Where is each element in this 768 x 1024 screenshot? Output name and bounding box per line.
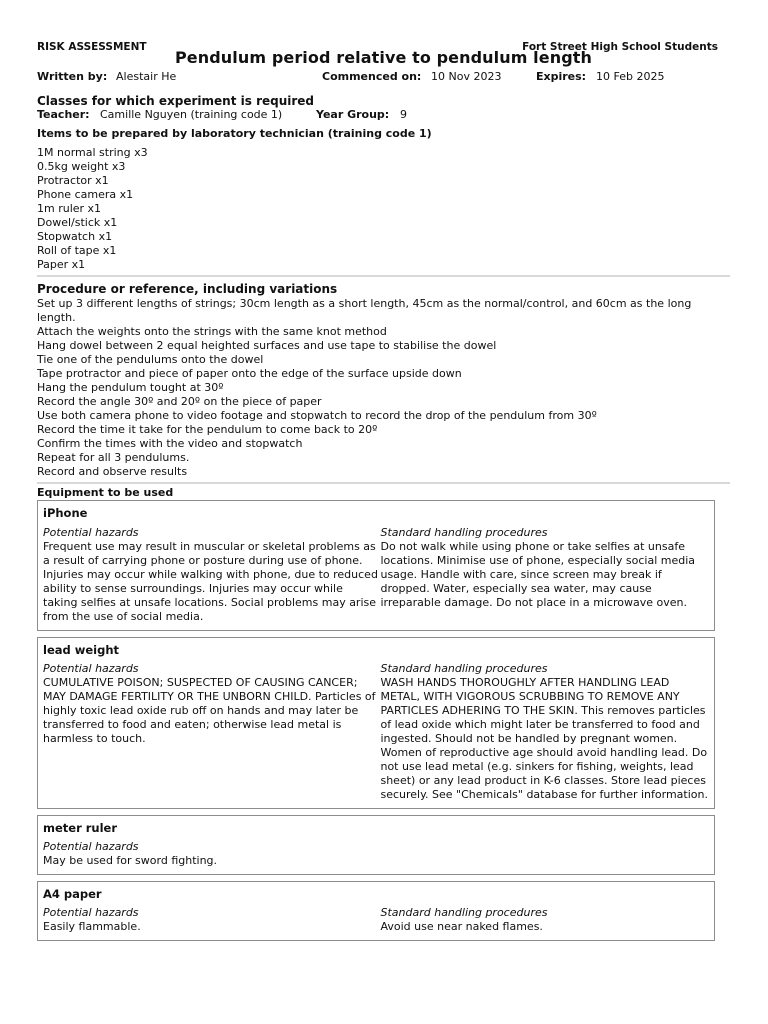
hazards-column	[43, 906, 380, 934]
meta-row	[37, 70, 730, 86]
written-by-label: Written by:	[37, 70, 108, 83]
equipment-name: A4 paper	[43, 887, 102, 901]
hazards-label: Potential hazards	[43, 840, 139, 853]
equipment-card-a4-paper	[37, 881, 715, 941]
expires-label: Expires:	[536, 70, 587, 83]
list-item: 0.5kg weight x3	[37, 160, 126, 173]
procedure-heading: Procedure or reference, including variations	[37, 282, 338, 296]
equipment-card-lead-weight	[37, 637, 715, 809]
procedure-step: Record and observe results	[37, 465, 188, 478]
procedure-step: Record the angle 30º and 20º on the piece of paper	[37, 395, 322, 408]
hazards-text: Easily flammable.	[43, 920, 141, 933]
handling-column	[380, 906, 709, 934]
page-title: Pendulum period relative to pendulum length	[174, 48, 593, 67]
equipment-heading: Equipment to be used	[37, 486, 174, 499]
hazards-text: CUMULATIVE POISON; SUSPECTED OF CAUSING CANCER; MAY DAMAGE FERTILITY OR THE UNBORN CHILD. Particles of highly toxic lead oxide rub off on hands and may later be transferred to food and eaten; otherwise lead metal is harmless to touch.	[43, 676, 376, 745]
commenced-label: Commenced on:	[322, 70, 422, 83]
document-type-label: RISK ASSESSMENT	[37, 41, 147, 53]
handling-column	[380, 526, 709, 624]
handling-text: WASH HANDS THOROUGHLY AFTER HANDLING LEAD METAL, WITH VIGOROUS SCRUBBING TO REMOVE ANY PARTICLES ADHERING TO THE SKIN. This removes particles of lead oxide which might later be transferred to food and ingested. Should not be handled by pregnant women. Women of reproductive age should avoid handling lead. Do not use lead metal (e.g. sinkers for fishing, weights, lead sheet) or any lead product in K-6 classes. Store lead pieces securely. See "Chemicals" database for further information.	[380, 676, 708, 801]
handling-text: Avoid use near naked flames.	[380, 920, 543, 933]
list-item: 1M normal string x3	[37, 146, 148, 159]
hazards-label: Potential hazards	[43, 906, 139, 919]
section-divider	[37, 482, 730, 484]
procedure-step: Record the time it take for the pendulum to come back to 20º	[37, 423, 378, 436]
hazards-label: Potential hazards	[43, 526, 139, 539]
list-item: Phone camera x1	[37, 188, 134, 201]
teacher-row	[37, 108, 730, 123]
expires-value: 10 Feb 2025	[596, 70, 665, 83]
hazards-column	[43, 840, 382, 868]
section-divider	[37, 275, 730, 277]
equipment-card-iphone	[37, 500, 715, 631]
school-name: Fort Street High School Students	[522, 41, 718, 53]
document-header	[37, 41, 730, 55]
items-heading: Items to be prepared by laboratory technician (training code 1)	[37, 127, 432, 140]
year-group-label: Year Group:	[316, 108, 390, 121]
procedure-step: Use both camera phone to video footage and stopwatch to record the drop of the pendulum from 30º	[37, 409, 597, 422]
procedure-step: Tape protractor and piece of paper onto the edge of the surface upside down	[37, 367, 462, 380]
classes-heading: Classes for which experiment is required	[37, 94, 315, 108]
equipment-name: lead weight	[43, 643, 120, 657]
list-item: Paper x1	[37, 258, 86, 271]
list-item: Dowel/stick x1	[37, 216, 118, 229]
procedure-step: Hang the pendulum tought at 30º	[37, 381, 224, 394]
procedure-step: Confirm the times with the video and stopwatch	[37, 437, 303, 450]
handling-label: Standard handling procedures	[380, 662, 548, 675]
procedure-steps	[37, 297, 730, 479]
teacher-label: Teacher:	[37, 108, 90, 121]
teacher-value: Camille Nguyen (training code 1)	[100, 108, 283, 121]
hazards-column	[43, 526, 380, 624]
equipment-name: iPhone	[43, 506, 88, 520]
handling-text: Do not walk while using phone or take selfies at unsafe locations. Minimise use of phone, especially social media usage. Handle with care, since screen may break if dropped. Water, especially sea water, may cause irreparable damage. Do not place in a microwave oven.	[380, 540, 696, 609]
list-item: Roll of tape x1	[37, 244, 117, 257]
procedure-step: Tie one of the pendulums onto the dowel	[37, 353, 264, 366]
handling-column	[380, 662, 709, 802]
handling-label: Standard handling procedures	[380, 906, 548, 919]
hazards-column	[43, 662, 380, 802]
hazards-text: Frequent use may result in muscular or skeletal problems as a result of carrying phone or posture during use of phone. Injuries may occur while walking with phone, due to reduced ability to sense surroundings. Injuries may occur while taking selfies at unsafe locations. Social problems may arise from the use of social media.	[43, 540, 378, 623]
procedure-step: Set up 3 different lengths of strings; 30cm length as a short length, 45cm as the normal/control, and 60cm as the long length.	[37, 297, 692, 324]
procedure-step: Hang dowel between 2 equal heighted surfaces and use tape to stabilise the dowel	[37, 339, 497, 352]
equipment-card-meter-ruler	[37, 815, 715, 875]
hazards-text: May be used for sword fighting.	[43, 854, 218, 867]
hazards-label: Potential hazards	[43, 662, 139, 675]
list-item: 1m ruler x1	[37, 202, 102, 215]
procedure-step: Repeat for all 3 pendulums.	[37, 451, 190, 464]
equipment-name: meter ruler	[43, 821, 118, 835]
written-by-value: Alestair He	[116, 70, 177, 83]
list-item: Protractor x1	[37, 174, 109, 187]
items-list	[37, 146, 730, 272]
risk-assessment-document	[37, 41, 730, 941]
year-group-value: 9	[400, 108, 407, 121]
procedure-step: Attach the weights onto the strings with the same knot method	[37, 325, 387, 338]
commenced-value: 10 Nov 2023	[431, 70, 502, 83]
handling-label: Standard handling procedures	[380, 526, 548, 539]
list-item: Stopwatch x1	[37, 230, 113, 243]
